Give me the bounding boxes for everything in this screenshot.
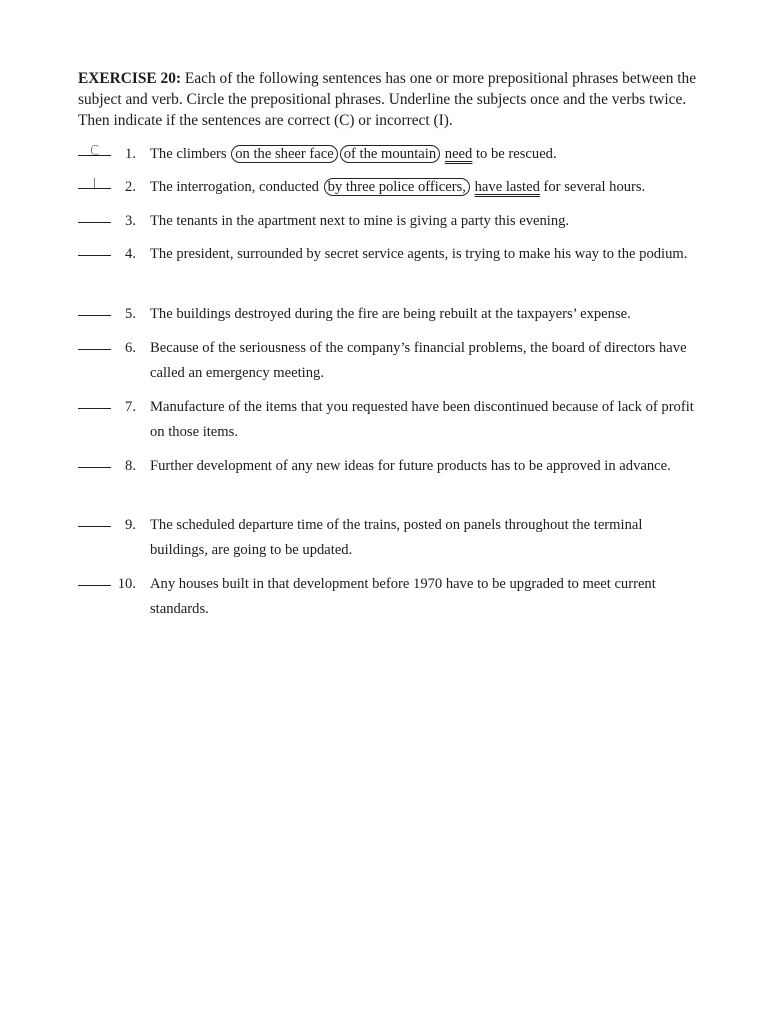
- sentence-item: [78, 302, 698, 327]
- sentence-number: 1.: [125, 146, 136, 162]
- sentence-item: [78, 572, 698, 622]
- sentence-number: 8.: [125, 458, 136, 474]
- sentence-text: The president, surrounded by secret service agents, is trying to make his way to the podium.: [150, 246, 688, 262]
- answer-blank[interactable]: [78, 526, 111, 527]
- answer-blank[interactable]: [78, 408, 111, 409]
- sentence-text: Any houses built in that development before 1970 have to be upgraded to meet current standards.: [150, 576, 656, 617]
- sentence-number: 9.: [125, 517, 136, 533]
- sentence-number: 7.: [125, 399, 136, 415]
- verb-double-underlined: need: [444, 146, 473, 162]
- verb-double-underlined: have lasted: [474, 179, 540, 195]
- answer-mark: I: [92, 177, 97, 192]
- sentence-item: [78, 336, 698, 386]
- instructions-text: Each of the following sentences has one or more prepositional phrases between the subject and verb. Circle the prepositional phrases. Underline the subjects once and the verbs twice. Then indicate if the sentences are correct (C) or incorrect (I).: [78, 70, 697, 129]
- sentence-text: [150, 142, 698, 167]
- answer-blank[interactable]: [78, 222, 111, 223]
- sentence-text: Further development of any new ideas for future products has to be approved in advance.: [150, 458, 671, 474]
- answer-blank[interactable]: [78, 255, 111, 256]
- sentence-number: 3.: [125, 213, 136, 229]
- exercise-instructions: [78, 68, 706, 131]
- sentence-item: [78, 395, 698, 445]
- sentence-number: 10.: [117, 576, 136, 592]
- sentence-text: [150, 175, 698, 200]
- circled-phrase: by three police officers,: [324, 178, 470, 196]
- sentence-item: [78, 513, 698, 563]
- sentence-text: Manufacture of the items that you requested have been discontinued because of lack of profit on those items.: [150, 399, 694, 440]
- sentence-segment: The interrogation, conducted: [150, 179, 323, 195]
- sentence-text: The scheduled departure time of the trains, posted on panels throughout the terminal buildings, are going to be updated.: [150, 517, 643, 558]
- sentence-segment: to be rescued.: [472, 146, 557, 162]
- sentence-item: [78, 454, 698, 479]
- sentence-item: [78, 242, 698, 267]
- sentence-item: [78, 175, 698, 200]
- sentence-number: 4.: [125, 246, 136, 262]
- answer-mark: C: [89, 144, 100, 159]
- sentence-number: 2.: [125, 179, 136, 195]
- answer-blank[interactable]: [78, 349, 111, 350]
- sentence-text: Because of the seriousness of the company’s financial problems, the board of directors have called an emergency meeting.: [150, 340, 687, 381]
- sentence-number: 5.: [125, 306, 136, 322]
- circled-phrase: on the sheer face: [231, 145, 337, 163]
- sentence-item: [78, 209, 698, 234]
- sentence-text: The buildings destroyed during the fire are being rebuilt at the taxpayers’ expense.: [150, 306, 631, 322]
- sentence-segment: The climbers: [150, 146, 231, 162]
- sentence-number: 6.: [125, 340, 136, 356]
- circled-phrase: of the mountain: [340, 145, 440, 163]
- sentence-text: The tenants in the apartment next to mine is giving a party this evening.: [150, 213, 570, 229]
- answer-blank[interactable]: [78, 467, 111, 468]
- answer-blank[interactable]: [78, 585, 111, 586]
- answer-blank[interactable]: [78, 315, 111, 316]
- sentence-segment: for several hours.: [539, 179, 646, 195]
- sentence-item: [78, 142, 698, 167]
- exercise-label: EXERCISE 20:: [78, 70, 182, 87]
